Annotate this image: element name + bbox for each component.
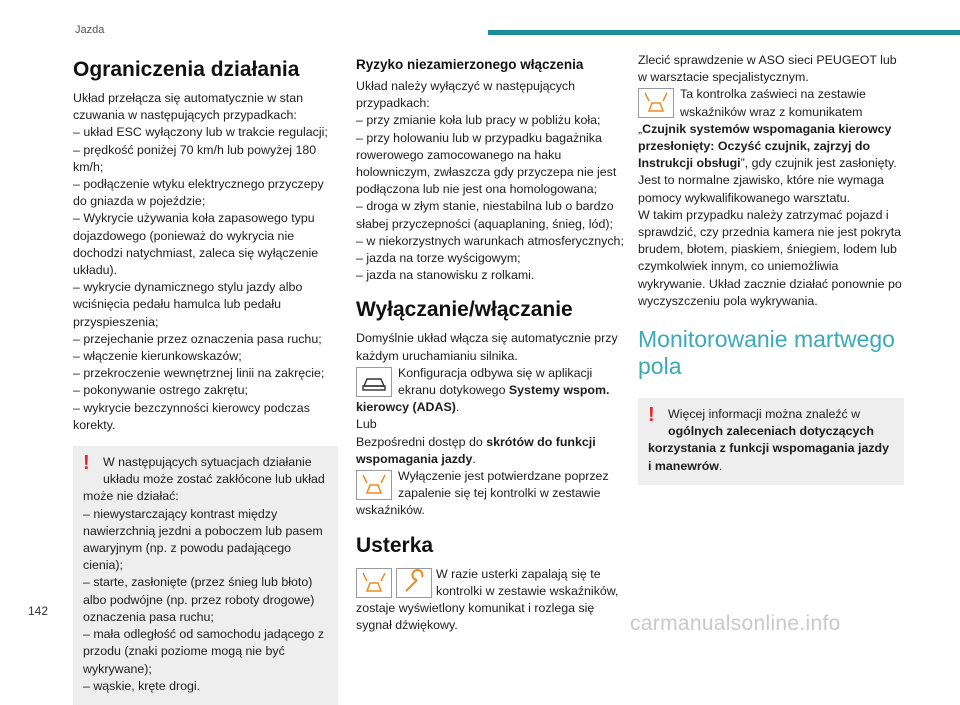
lamp-end: ”, gdy czujnik jest zasłonięty. xyxy=(740,156,897,171)
list-item: – wykrycie bezczynności kierowcy podczas korekty. xyxy=(73,400,310,432)
config-text: Konfiguracja odbywa się w aplikacji ekranu dotykowego xyxy=(398,365,593,398)
limits-title: Ograniczenia działania xyxy=(73,58,300,81)
section-label: Jazda xyxy=(75,24,105,36)
toggle-intro: Domyślnie układ włącza się automatycznie przy każdym uruchamianiu silnika. xyxy=(356,331,618,363)
normal-text: Jest to normalne zjawisko, które nie wymaga pomocy wykwalifikowanego warsztatu. xyxy=(638,173,884,205)
confirm-text: Wyłączenie jest potwierdzane poprzez zapalenie się tej kontrolki w zestawie wskaźników. xyxy=(356,469,609,518)
warning-note xyxy=(73,446,338,705)
direct-text: Bezpośredni dostęp do xyxy=(356,434,487,449)
note-line: – mała odległość od samochodu jadącego z przodu (znaki poziome mogą nie być wykrywane); xyxy=(83,627,325,676)
warning-icon: ! xyxy=(83,452,90,475)
config-end: . xyxy=(455,400,460,415)
list-item: – jazda na stanowisku z rolkami. xyxy=(356,268,535,283)
watermark: carmanualsonline.info xyxy=(630,612,841,635)
lane-lamp-icon xyxy=(638,88,674,118)
note-line: W następujących sytuacjach działanie układu może zostać zakłócone lub układ może nie działać: xyxy=(83,455,325,504)
note-text: Więcej informacji można znaleźć w xyxy=(668,407,861,422)
page-number: 142 xyxy=(28,604,49,618)
list-item: – przekroczenie wewnętrznej linii na zakręcie; xyxy=(73,366,325,381)
lane-lamp-icon xyxy=(356,470,392,500)
direct-end: . xyxy=(472,451,476,466)
note-end: . xyxy=(718,458,723,473)
list-item: – jazda na torze wyścigowym; xyxy=(356,251,521,266)
list-item: Układ należy wyłączyć w następujących przypadkach: xyxy=(356,79,575,111)
list-item: Układ przełącza się automatycznie w stan czuwania w następujących przypadkach: xyxy=(73,91,304,123)
risk-title: Ryzyko niezamierzonego włączenia xyxy=(356,57,584,72)
note-bold: ogólnych zaleceniach dotyczących korzystania z funkcji wspomagania jazdy i manewrów xyxy=(648,424,890,473)
note-line: – starte, zasłonięte (przez śnieg lub błoto) albo podwójne (np. przez roboty drogowe) oznaczenia pasa ruchu; xyxy=(83,575,315,624)
list-item: – przy holowaniu lub w przypadku bagażnika rowerowego zamocowanego na haku holowniczym, zwłaszcza gdy przyczepa nie jest podłączona lub nie jest ona homologowana; xyxy=(356,130,617,197)
stop-text: W takim przypadku należy zatrzymać pojazd i sprawdzić, czy przednia kamera nie jest pokryta brudem, błotem, piaskiem, śniegiem, lodem lub czymkolwiek innym, co uniemożliwia wykrywanie. Układ zacznie działać ponownie po wyczyszczeniu pola wykrywania. xyxy=(638,207,902,308)
list-item: – w niekorzystnych warunkach atmosferycznych; xyxy=(356,233,624,248)
list-item: – pokonywanie ostrego zakrętu; xyxy=(73,383,248,398)
shortcuts-label: skrótów do funkcji wspomagania jazdy xyxy=(356,434,596,466)
fault-text: W razie usterki zapalają się te kontrolki w zestawie wskaźników, zostaje wyświetlony komunikat i rozlega się sygnał dźwiękowy. xyxy=(356,566,619,633)
blind-spot-title: Monitorowanie martwego pola xyxy=(638,326,895,380)
list-item: – układ ESC wyłączony lub w trakcie regulacji; xyxy=(73,125,328,140)
lamp-text: Ta kontrolka zaświeci na zestawie wskaźników wraz z komunikatem „ xyxy=(638,87,866,136)
direct-access xyxy=(356,434,624,468)
fault-title: Usterka xyxy=(356,533,434,557)
or-text: Lub xyxy=(356,417,377,432)
list-item: – przejechanie przez oznaczenia pasa ruchu; xyxy=(73,331,322,346)
note-line: – wąskie, kręte drogi. xyxy=(83,678,201,693)
column-3 xyxy=(638,52,904,485)
list-item: – Wykrycie używania koła zapasowego typu dojazdowego (ponieważ do wykrycia nie dochodzi natychmiast, zaleca się wyłączenie układu). xyxy=(73,211,319,278)
warning-icon: ! xyxy=(648,404,655,427)
list-item: – przy zmianie koła lub pracy w pobliżu koła; xyxy=(356,113,601,128)
fault-block xyxy=(356,566,624,635)
sensor-message: Czujnik systemów wspomagania kierowcy przesłonięty: Oczyść czujnik, zajrzyj do Instrukcji obsługi xyxy=(638,121,892,171)
check-text: Zlecić sprawdzenie w ASO sieci PEUGEOT lub w warsztacie specjalistycznym. xyxy=(638,53,897,85)
info-note xyxy=(638,398,904,485)
adas-label: Systemy wspom. kierowcy (ADAS) xyxy=(356,383,610,415)
lamp-block xyxy=(638,86,904,172)
list-item: – droga w złym stanie, niestabilna lub o bardzo słabej przyczepności (aquaplaning, śnieg, lód); xyxy=(356,199,614,231)
wrench-icon xyxy=(396,568,432,598)
column-2 xyxy=(356,52,624,634)
column-1 xyxy=(73,52,338,705)
config-block xyxy=(356,365,624,417)
note-line: – niewystarczający kontrast między nawierzchnią jezdni a poboczem lub pasem awaryjnym (np. z powodu padającego cienia); xyxy=(83,506,323,573)
lane-lamp-icon xyxy=(356,568,392,598)
toggle-title: Wyłączanie/włączanie xyxy=(356,298,573,322)
list-item: – wykrycie dynamicznego stylu jazdy albo wciśnięcia pedału hamulca lub pedału przyspieszenia; xyxy=(73,280,303,329)
header-accent-bar xyxy=(488,30,960,35)
car-settings-icon xyxy=(356,367,392,397)
confirm-block xyxy=(356,468,624,520)
list-item: – podłączenie wtyku elektrycznego przyczepy do gniazda w pojeździe; xyxy=(73,177,324,209)
limits-list xyxy=(73,90,338,434)
list-item: – włączenie kierunkowskazów; xyxy=(73,349,242,364)
list-item: – prędkość poniżej 70 km/h lub powyżej 180 km/h; xyxy=(73,142,317,174)
